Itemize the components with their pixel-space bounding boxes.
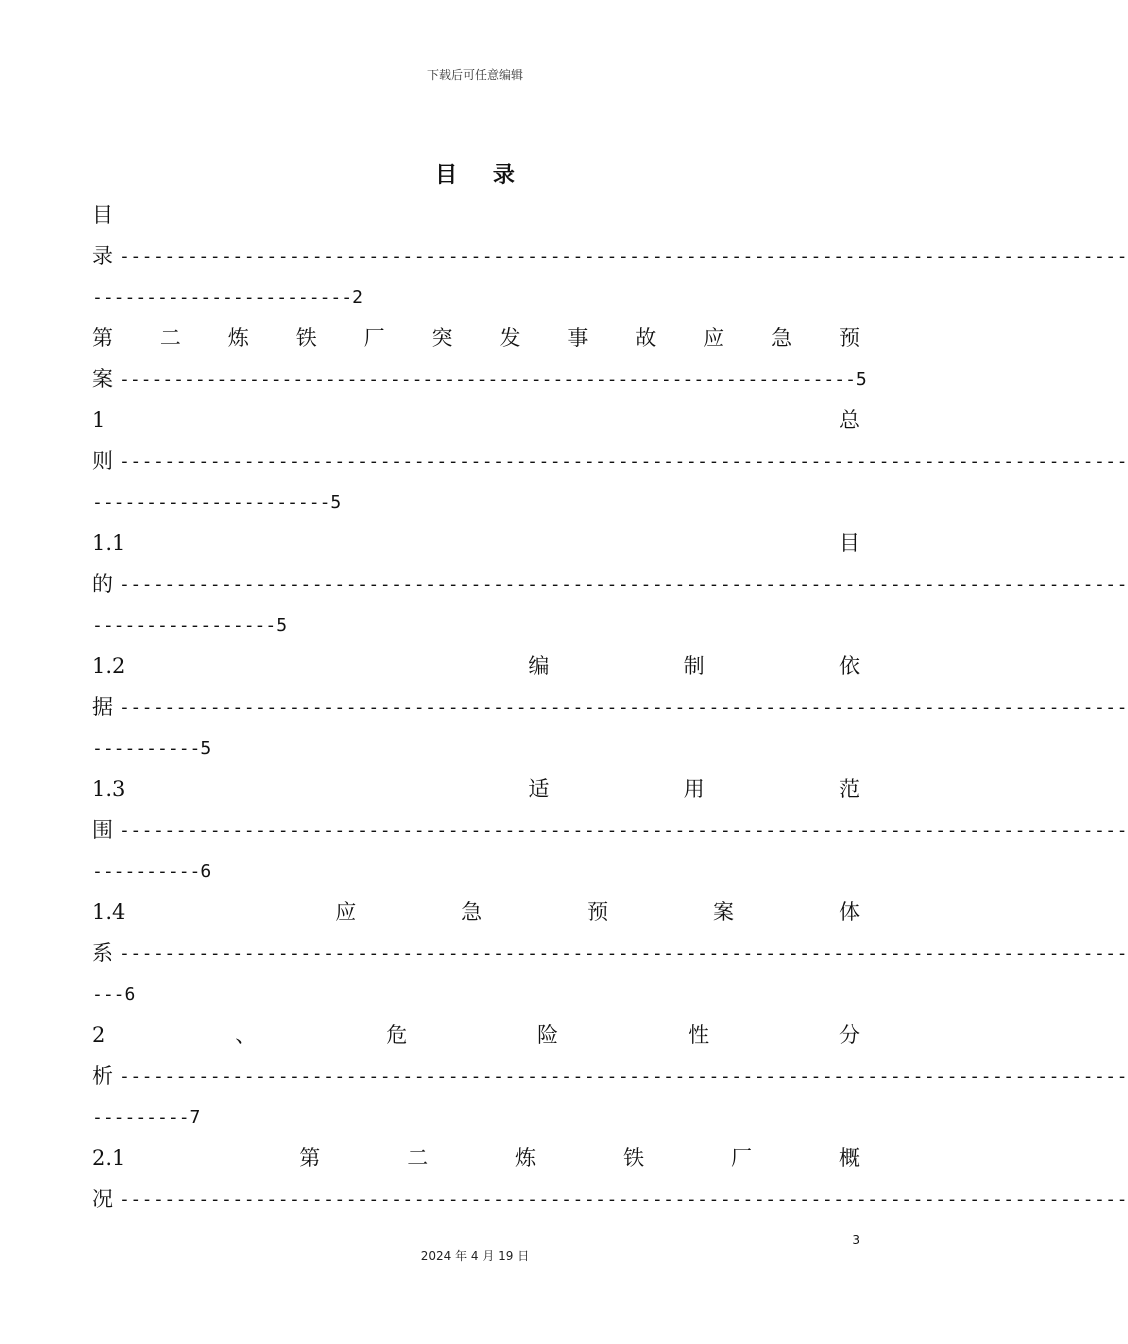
toc-entry-basis-cont (92, 687, 1128, 728)
toc-entry-lead: 据 (92, 695, 113, 719)
toc-char: 案 (713, 900, 735, 924)
toc-char: 预 (838, 326, 860, 350)
toc-leader-dashes: --------------------------------------------------------------------5 (119, 369, 867, 390)
toc-char: 炼 (515, 1146, 537, 1170)
toc-char: 铁 (295, 326, 317, 350)
toc-entry-general-cont (92, 441, 1128, 482)
toc-leader-dashes: ----------------------------------------------------------------------------------------- (119, 697, 1128, 718)
toc-char: 用 (683, 777, 705, 801)
toc-char: 适 (528, 777, 550, 801)
toc-char: 应 (703, 326, 725, 350)
toc-number: 1.1 (92, 531, 126, 555)
toc-entry-overview-cont (92, 1179, 1128, 1220)
toc-entry-plan[interactable] (92, 318, 860, 359)
toc-leader-tail: ---------7 (92, 1107, 201, 1128)
toc-leader-dashes: ----------------------------------------------------------------------------------------- (119, 246, 1128, 267)
toc-char: 分 (838, 1023, 860, 1047)
toc-char: 依 (838, 654, 860, 678)
toc-char: 二 (407, 1146, 429, 1170)
toc-leader-tail: ---6 (92, 984, 136, 1005)
toc-entry-risk-cont (92, 1056, 1128, 1097)
toc-number: 1.4 (92, 900, 126, 924)
toc-char: 急 (771, 326, 793, 350)
toc-entry-purpose-cont (92, 564, 1128, 605)
toc-entry-lead: 围 (92, 818, 113, 842)
toc-char: 突 (431, 326, 453, 350)
toc-entry-risk[interactable] (92, 1015, 860, 1056)
toc-char: 厂 (363, 326, 385, 350)
toc-entry-lead: 录 (92, 244, 113, 268)
toc-entry-lead: 况 (92, 1187, 113, 1211)
toc-entry-purpose[interactable] (92, 523, 860, 564)
toc-leader-dashes: ----------------------------------------------------------------------------------------- (119, 820, 1128, 841)
toc-char: 目 (839, 531, 860, 555)
toc-leader-dashes: ----------------------------------------------------------------------------------------- (119, 1066, 1128, 1087)
toc-leader-tail: ----------6 (92, 861, 212, 882)
toc-entry-lead: 系 (92, 941, 113, 965)
toc-entry-lead: 案 (92, 367, 113, 391)
toc-entry-system-cont (92, 933, 1128, 974)
toc-leader-dashes: ----------------------------------------------------------------------------------------- (119, 451, 1128, 472)
toc-leader-dashes: ----------------------------------------------------------------------------------------- (119, 574, 1128, 595)
toc-char: 发 (499, 326, 521, 350)
toc-entry-basis[interactable] (92, 646, 860, 687)
toc-number: 1 (92, 408, 106, 432)
toc-leader-tail: ----------------------5 (92, 492, 342, 513)
toc-char: 危 (386, 1023, 408, 1047)
toc-title: 目 录 (435, 163, 529, 188)
toc-char: 性 (688, 1023, 710, 1047)
toc-entry-overview[interactable] (92, 1138, 860, 1179)
toc-char: 铁 (623, 1146, 645, 1170)
toc-leader-dashes: ----------------------------------------------------------------------------------------- (119, 1189, 1128, 1210)
toc-entry-system[interactable] (92, 892, 860, 933)
toc-body (92, 195, 1128, 1220)
toc-entry-scope[interactable] (92, 769, 860, 810)
toc-char: 预 (587, 900, 609, 924)
toc-entry-general[interactable] (92, 400, 860, 441)
toc-char: 制 (683, 654, 705, 678)
toc-char: 事 (567, 326, 589, 350)
toc-char: 险 (537, 1023, 559, 1047)
toc-entry-lead: 析 (92, 1064, 113, 1088)
toc-char: 厂 (731, 1146, 753, 1170)
toc-char: 、 (235, 1023, 257, 1047)
page-number: 3 (852, 1233, 860, 1247)
toc-char: 范 (838, 777, 860, 801)
toc-char: 应 (335, 900, 357, 924)
toc-char: 第 (92, 326, 113, 350)
toc-char: 炼 (227, 326, 249, 350)
toc-line: 目 (92, 203, 113, 227)
toc-char: 二 (159, 326, 181, 350)
toc-leader-tail: -----------------5 (92, 615, 288, 636)
toc-leader-tail: ----------5 (92, 738, 212, 759)
toc-char: 急 (461, 900, 483, 924)
toc-char: 概 (838, 1146, 860, 1170)
toc-leader-dashes: ----------------------------------------------------------------------------------------- (119, 943, 1128, 964)
toc-char: 总 (839, 408, 860, 432)
toc-entry-scope-cont (92, 810, 1128, 851)
toc-number: 2.1 (92, 1146, 126, 1170)
toc-entry-lead: 则 (92, 449, 113, 473)
toc-char: 编 (528, 654, 550, 678)
toc-number: 1.3 (92, 777, 126, 801)
page-header: 下载后可任意编辑 (426, 68, 523, 82)
page-footer-date: 2024 年 4 月 19 日 (420, 1249, 530, 1263)
toc-char: 故 (635, 326, 657, 350)
toc-number: 2 (92, 1023, 106, 1047)
toc-entry-plan-cont (92, 359, 867, 400)
toc-char: 体 (838, 900, 860, 924)
toc-char: 第 (299, 1146, 321, 1170)
toc-entry-mulu[interactable] (92, 236, 1128, 277)
toc-entry-lead: 的 (92, 572, 113, 596)
toc-number: 1.2 (92, 654, 126, 678)
toc-leader-tail: ------------------------2 (92, 287, 363, 308)
